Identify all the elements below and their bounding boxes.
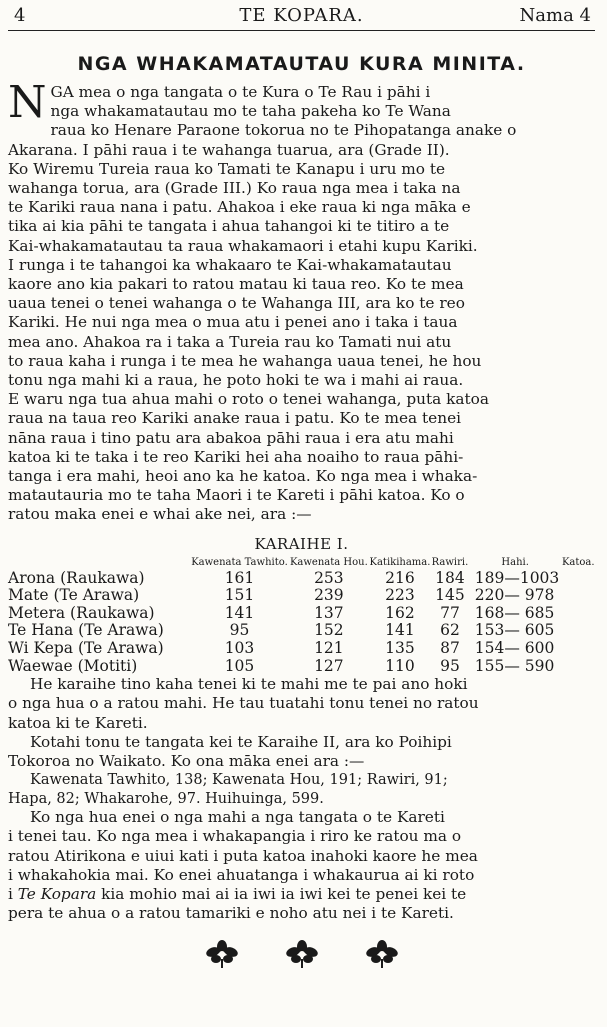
publication-name: Te Kopara (17, 885, 97, 904)
table-cell-name: Arona (Raukawa) (8, 568, 145, 587)
table-row (8, 658, 595, 676)
paragraph-line: te Kariki raua nana i patu. Ahakoa i eke raua ki nga māka e (8, 198, 471, 217)
table-cell-total: 189—1003 (474, 568, 560, 587)
table-cell-name: Metera (Raukawa) (8, 603, 155, 622)
paragraph-line: uaua tenei o tenei wahanga o te Wahanga III, ara ko te reo (8, 294, 465, 313)
table-cell-name: Waewae (Motiti) (8, 656, 138, 675)
lead-paragraph (8, 77, 595, 525)
paragraph-line: E waru nga tua ahua mahi o roto o tenei wahanga, puta katoa (8, 390, 489, 409)
drop-cap: N (8, 77, 47, 128)
table-cell-kat: 223 (385, 586, 415, 605)
page-number: 4 (14, 5, 26, 26)
paragraph-line: Akarana. I pāhi raua i te wahanga tuarua, ara (Grade II). (8, 140, 450, 159)
table-cell-raw: 77 (440, 603, 460, 622)
section-heading: KARAIHE I. (254, 534, 349, 553)
table-row (8, 622, 595, 640)
table-cell-kat: 141 (385, 621, 415, 640)
paragraph-line: i Te Kopara kia mohio mai ai ia iwi ia iwi kei te penei kei te (8, 885, 467, 904)
fleuron-icon (284, 939, 320, 973)
table-cell-kh: 239 (314, 586, 344, 605)
table-header-row (8, 557, 595, 570)
paragraph-line: tanga i era mahi, heoi ano ka he katoa. Ko nga mea i whaka- (8, 467, 478, 486)
table-row (8, 640, 595, 658)
article-title: NGA WHAKAMATAUTAU KURA MINITA. (77, 53, 526, 75)
paragraph-line: i tenei tau. Ko nga mea i whakapangia i riro ke ratou ma o (8, 827, 462, 846)
table-cell-raw: 87 (440, 639, 460, 658)
table-cell-raw: 184 (435, 568, 465, 587)
paragraph-line: Tokoroa no Waikato. Ko ona māka enei ara :— (8, 752, 365, 771)
ornament-row (8, 939, 595, 973)
publication-title: TE KOPARA. (239, 5, 364, 26)
table-cell-kh: 121 (314, 639, 344, 658)
paragraph-line: Hapa, 82; Whakarohe, 97. Huihuinga, 599. (8, 790, 324, 807)
paragraph-line: o nga hua o a ratou mahi. He tau tuatahi tonu tenei no ratou (8, 694, 479, 713)
paragraph-line: tika ai kia pāhi te tangata i ahua tahangoi ki te titiro a te (8, 217, 450, 236)
table-cell-name: Mate (Te Arawa) (8, 586, 140, 605)
paragraph-class-one-note (8, 675, 595, 733)
paragraph-line: Kai-whakamatautau ta raua whakamaori i etahi kupu Kariki. (8, 236, 478, 255)
paragraph-line: Kawenata Tawhito, 138; Kawenata Hou, 191; Rawiri, 91; (30, 772, 448, 789)
paragraph-line: wahanga torua, ara (Grade III.) Ko raua nga mea i taka na (8, 179, 461, 198)
table-header: Kawenata Tawhito. (191, 556, 288, 568)
paragraph-line: pera te ahua o a ratou tamariki e noho atu nei i te Kareti. (8, 904, 454, 923)
table-cell-kat: 216 (385, 568, 415, 587)
table-cell-kh: 152 (314, 621, 344, 640)
paragraph-line: He karaihe tino kaha tenei ki te mahi me te pai ano hoki (30, 675, 468, 694)
table-cell-total: 220— 978 (474, 586, 555, 605)
table-cell-total: 168— 685 (474, 603, 555, 622)
paragraph-lines (8, 808, 595, 885)
paragraph-line: Ko Wiremu Tureia raua ko Tamati te Kanapu i uru mo te (8, 159, 446, 178)
running-header (8, 0, 595, 31)
table-cell-raw: 95 (440, 656, 460, 675)
table-cell-kt: 95 (229, 621, 250, 640)
paragraph-line: raua ko Henare Paraone tokorua no te Pihopatanga anake o (50, 121, 517, 140)
paragraph-line: nga whakamatautau mo te taha pakeha ko Te Wana (50, 102, 451, 121)
lead-lines (8, 77, 595, 525)
paragraph-line: ratou maka enei e whai ake nei, ara :— (8, 505, 312, 524)
paragraph-line: mea ano. Ahakoa ra i taka a Tureia rau ko Tamati nui atu (8, 332, 452, 351)
paragraph-line: tonu nga mahi ki a raua, he poto hoki te wa i mahi ai raua. (8, 371, 464, 390)
paragraph-line: katoa ki te Kareti. (8, 713, 148, 732)
paragraph-line: matautauria mo te taha Maori i te Kareti i pāhi katoa. Ko o (8, 486, 465, 505)
table-header: Katoa. (561, 556, 595, 568)
table-cell-kt: 161 (224, 568, 255, 587)
paragraph-line: Ko nga hua enei o nga mahi a nga tangata o te Kareti (30, 808, 445, 827)
table-header: Hahi. (501, 556, 529, 568)
table-cell-kat: 162 (385, 603, 415, 622)
paragraph-line: i whakahokia mai. Ko enei ahuatanga i whakaurua ai ki roto (8, 865, 475, 884)
table-cell-kt: 151 (224, 586, 255, 605)
paragraph-conclusion (8, 808, 595, 923)
table-cell-kh: 127 (314, 656, 344, 675)
table-header: Katikihama. (369, 556, 431, 568)
table-body (8, 570, 595, 676)
paragraph-line: ratou Atirikona e uiui kati i puta katoa inahoki kaore he mea (8, 846, 478, 865)
marks-table (8, 557, 595, 676)
table-cell-total: 155— 590 (474, 656, 555, 675)
table-cell-raw: 62 (440, 621, 460, 640)
paragraph-class-two (8, 733, 595, 771)
paragraph-line: nāna raua i tino patu ara abakoa pāhi raua i era atu mahi (8, 428, 454, 447)
paragraph-line: Kariki. He nui nga mea o mua atu i penei ano i taka i taua (8, 313, 458, 332)
table-cell-kh: 253 (314, 568, 344, 587)
marks-list (8, 771, 595, 808)
table-cell-total: 154— 600 (474, 639, 555, 658)
issue-number: Nama 4 (519, 5, 591, 26)
paragraph-line: Kotahi tonu te tangata kei te Karaihe II, ara ko Poihipi (30, 732, 452, 751)
paragraph-line: to raua kaha i runga i te mea he wahanga uaua tenei, he hou (8, 351, 482, 370)
table-cell-kat: 135 (385, 639, 415, 658)
table-row (8, 570, 595, 588)
fleuron-icon (204, 939, 240, 973)
paragraph-line: raua na taua reo Kariki anake raua i patu. Ko te mea tenei (8, 409, 462, 428)
fleuron-icon (364, 939, 400, 973)
table-row (8, 605, 595, 623)
paragraph-line: kaore ano kia pakari to ratou matau ki taua reo. Ko te mea (8, 275, 464, 294)
table-header: Kawenata Hou. (289, 556, 368, 568)
table-cell-kt: 105 (224, 656, 255, 675)
paragraph-lines (8, 675, 595, 733)
paragraph-line: katoa ki te taka i te reo Kariki hei aha noaiho to raua pāhi- (8, 447, 464, 466)
table-cell-name: Wi Kepa (Te Arawa) (8, 639, 164, 658)
table-cell-name: Te Hana (Te Arawa) (8, 621, 164, 640)
table-header: Rawiri. (431, 556, 469, 568)
table-cell-raw: 145 (435, 586, 465, 605)
marks-lines (8, 771, 595, 808)
table-cell-kt: 141 (224, 603, 255, 622)
table-header-name (8, 557, 190, 570)
paragraph-line: I runga i te tahangoi ka whakaaro te Kai-whakamatautau (8, 255, 452, 274)
paragraph-line: GA mea o nga tangata o te Kura o Te Rau i pāhi i (50, 83, 431, 101)
table-cell-kt: 103 (224, 639, 255, 658)
table-cell-kat: 110 (385, 656, 415, 675)
table-cell-kh: 137 (314, 603, 344, 622)
table-cell-total: 153— 605 (474, 621, 555, 640)
paragraph-lines (8, 733, 595, 771)
table-row (8, 587, 595, 605)
